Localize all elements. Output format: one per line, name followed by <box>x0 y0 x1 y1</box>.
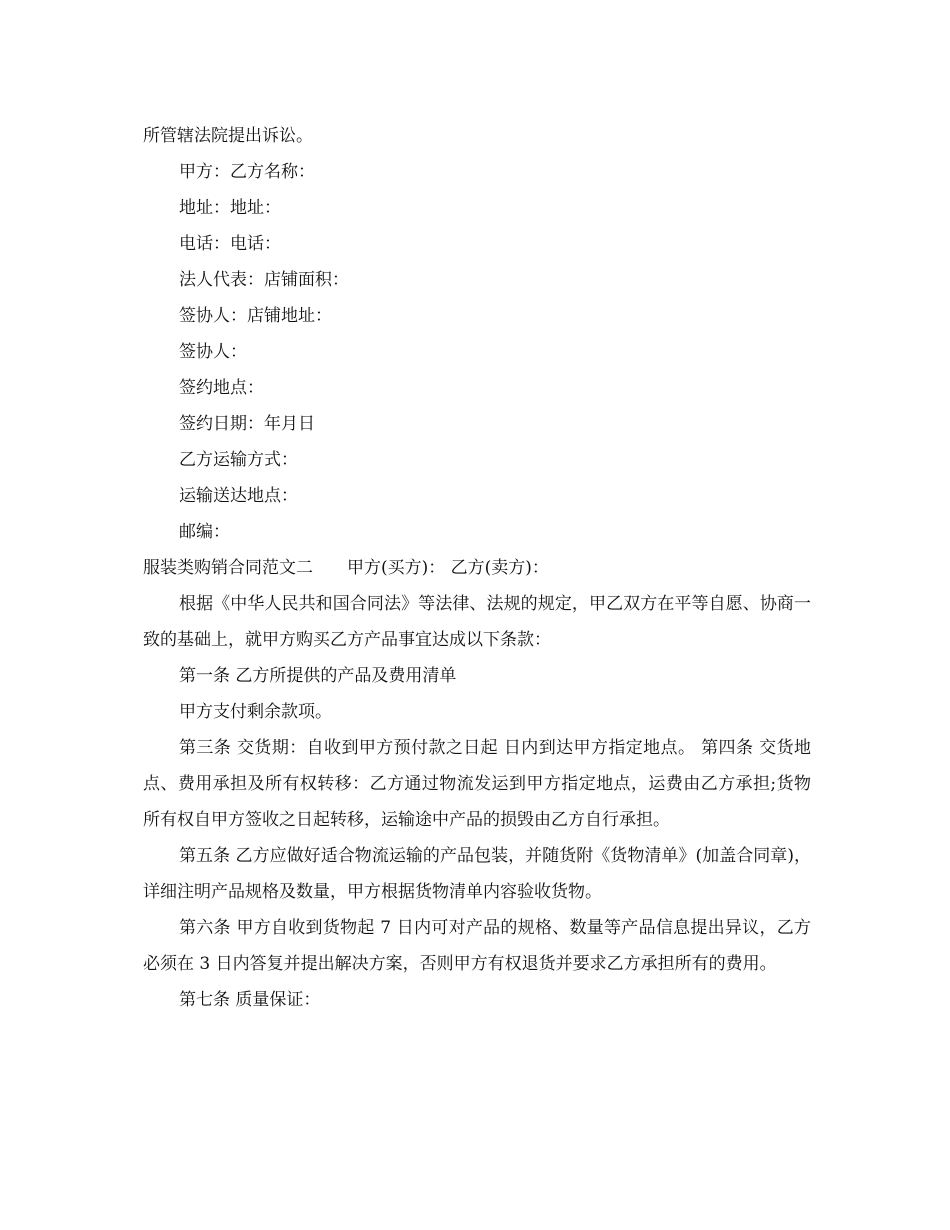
paragraph: 电话：电话： <box>179 234 281 254</box>
paragraph: 乙方运输方式： <box>179 450 298 470</box>
paragraph: 地址：地址： <box>179 198 281 218</box>
paragraph: 法人代表：店铺面积： <box>179 270 349 290</box>
paragraph: 第六条 甲方自收到货物起 7 日内可对产品的规格、数量等产品信息提出异议，乙方必须在 3 日内答复并提出解决方案，否则甲方有权退货并要求乙方承担所有的费用。 <box>143 918 811 974</box>
paragraph: 邮编： <box>179 522 230 542</box>
paragraph: 第七条 质量保证： <box>179 990 321 1010</box>
paragraph: 第三条 交货期：自收到甲方预付款之日起 日内到达甲方指定地点。 第四条 交货地点、费用承担及所有权转移：乙方通过物流发运到甲方指定地点，运费由乙方承担;货物所有权自甲方签收之日起转移，运输途中产品的损毁由乙方自行承担。 <box>143 738 811 830</box>
paragraph: 甲方支付剩余款项。 <box>179 702 332 722</box>
paragraph: 签约日期：年月日 <box>179 414 315 434</box>
paragraph: 运输送达地点： <box>179 486 298 506</box>
document-body <box>143 118 811 1018</box>
paragraph: 第五条 乙方应做好适合物流运输的产品包装，并随货附《货物清单》(加盖合同章)，详细注明产品规格及数量，甲方根据货物清单内容验收货物。 <box>143 846 811 902</box>
section-heading: 服装类购销合同范文二 甲方(买方)： 乙方(卖方)： <box>143 558 549 578</box>
paragraph: 根据《中华人民共和国合同法》等法律、法规的规定，甲乙双方在平等自愿、协商一致的基础上，就甲方购买乙方产品事宜达成以下条款： <box>143 594 811 650</box>
paragraph: 甲方：乙方名称： <box>179 162 315 182</box>
paragraph: 签协人：店铺地址： <box>179 306 332 326</box>
paragraph: 所管辖法院提出诉讼。 <box>143 126 313 146</box>
paragraph: 签协人： <box>179 342 247 362</box>
paragraph: 第一条 乙方所提供的产品及费用清单 <box>179 666 457 686</box>
paragraph: 签约地点： <box>179 378 264 398</box>
